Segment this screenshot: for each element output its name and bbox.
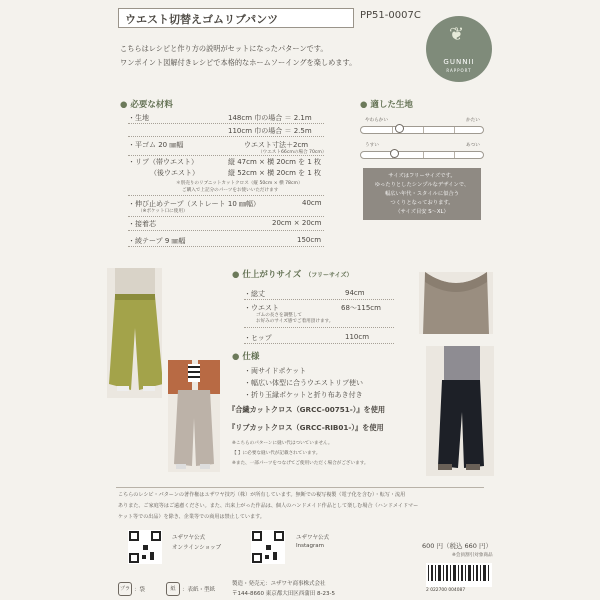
- copyright-notice: [118, 490, 486, 523]
- hip-value: 110cm: [345, 333, 370, 341]
- divider: [128, 230, 324, 231]
- bullet-icon: ●: [120, 100, 128, 110]
- interfacing-value: 20cm × 20cm: [272, 219, 322, 227]
- instagram-label: Instagram: [296, 543, 324, 549]
- rib-note: ＊別売りのリブニットカットクロス（縦 50cm × 横 78cm）: [176, 181, 303, 186]
- online-shop-qr-code[interactable]: [128, 530, 162, 564]
- elastic-note: （ウエスト66cmの場合 70cm）: [258, 150, 327, 155]
- maker-address: 〒144-8660 東京都大田区西蒲田 8-23-5: [232, 591, 335, 597]
- waist-closeup-figure: [419, 272, 493, 334]
- waist-label: ・ウエスト: [244, 304, 279, 312]
- size-note-line: （サイズ目安 S～XL）: [395, 209, 449, 215]
- softness-scale: [360, 126, 484, 134]
- price-note: ※会員割引対象商品: [452, 553, 493, 558]
- photo-olive-pants: [107, 268, 162, 398]
- spec-item: ・折り玉縁ポケットと折り布あき付き: [244, 391, 363, 399]
- rib-note: ご購入で上記分のパーツをお使いいただけます: [182, 188, 279, 193]
- spec-item: ・幅広い体型に合うウエストリブ使い: [244, 379, 363, 387]
- product-code: PP51-0007C: [360, 10, 421, 21]
- instagram-qr-code[interactable]: [251, 530, 285, 564]
- tape-note: （※ポケット口に使用）: [138, 209, 188, 214]
- copyright-line: ケット等での出品）を除き、企業等での商用は禁止しています。: [118, 514, 265, 520]
- divider: [128, 123, 324, 124]
- cloth-reference-rib: 『リブカットクロス（GRCC-RIB01-）』を使用: [228, 423, 384, 432]
- cloth-reference-poly: 『合繊カットクロス（GRCC-00751-）』を使用: [228, 405, 386, 414]
- spec-item: ・両サイドポケット: [244, 367, 307, 375]
- size-note-line: つくりとなっております。: [390, 200, 454, 206]
- rib-label: ・リブ（帯ウエスト）: [128, 158, 198, 166]
- brand-logo: [426, 16, 492, 82]
- barcode-number: 2 022700 004087: [426, 588, 466, 593]
- price-value: 600 円（税込 660 円）: [422, 542, 493, 550]
- bag-label: ：袋: [134, 587, 146, 593]
- divider: [116, 487, 484, 488]
- tape-value: 40cm: [302, 199, 322, 207]
- divider: [128, 246, 324, 247]
- divider: [128, 155, 324, 156]
- materials-heading: ● 必要な材料: [120, 100, 173, 110]
- seam-note: ※こちらのパターンに縫い代はついていません。: [232, 441, 333, 446]
- plant-vase-icon: ❦: [449, 24, 465, 45]
- divider: [128, 216, 324, 217]
- length-value: 94cm: [345, 289, 365, 297]
- divider: [244, 343, 394, 344]
- waist-value: 68～115cm: [341, 304, 381, 312]
- barcode: [426, 563, 492, 587]
- photo-black-pants: [426, 346, 494, 476]
- photo-waist-closeup: [419, 272, 493, 334]
- bullet-icon: ●: [232, 352, 240, 362]
- online-shop-label: ユザワヤ公式: [172, 535, 206, 541]
- divider: [128, 136, 324, 137]
- tape-label: ・伸び止めテープ（ストレート 10 ㎜幅）: [128, 200, 261, 208]
- copyright-line: ありまた、ご家庭等はご遠慮ください。また、出来上がった作品は、個人のハンドメイド作品として楽しむ場合（ハンドメイドマー: [118, 503, 419, 509]
- intro-line: こちらはレシピと作り方の説明がセットになったパターンです。: [120, 44, 328, 53]
- thick-label: あつい: [466, 143, 480, 148]
- size-note-line: 幅広い年代・スタイルに似合う: [384, 191, 460, 197]
- finished-size-note: （フリーサイズ）: [305, 272, 353, 279]
- thin-label: うすい: [365, 143, 379, 148]
- bullet-icon: ●: [360, 100, 368, 110]
- thickness-scale: [360, 151, 484, 159]
- beige-pants-figure: [168, 360, 220, 472]
- divider: [244, 299, 394, 300]
- seam-note: 【 】に必要な縫い代が記載されています。: [232, 451, 321, 456]
- page-title: ウエスト切替えゴムリブパンツ: [118, 8, 354, 28]
- elastic-value: ウエスト寸法＋2cm: [244, 141, 309, 149]
- seam-note: ※また、一部パーツをつなげてご使用いただく場合がございます。: [232, 461, 369, 466]
- interfacing-label: ・接着芯: [128, 220, 156, 228]
- fabric-label: ・生地: [128, 114, 149, 122]
- thickness-marker: [390, 149, 399, 158]
- length-label: ・総丈: [244, 290, 265, 298]
- intro-line: ワンポイント図解付きレシピで本格的なホームソーイングを楽しめます。: [120, 58, 357, 67]
- intro-text: [120, 42, 420, 70]
- copyright-line: こちらのレシピ・パターンの著作権はユザワヤ技巧（株）が所有しています。無断での複写複製（電子化を含む）・転写・流用: [118, 492, 406, 498]
- tape-twill-label: ・綾テープ 9 ㎜幅: [128, 237, 186, 245]
- bullet-icon: ●: [232, 270, 240, 280]
- logo-brand-text: GUNNII: [443, 58, 475, 66]
- online-shop-label: オンラインショップ: [172, 545, 222, 551]
- finished-size-heading: ● 仕上がりサイズ （フリーサイズ）: [232, 270, 353, 280]
- spec-heading: ● 仕様: [232, 352, 260, 362]
- rib-value: 縦 47cm × 横 20cm を 1 枚: [228, 158, 322, 166]
- hard-label: かたい: [466, 118, 480, 123]
- photo-beige-pants: [168, 360, 220, 472]
- waist-note: お好みのサイズ感でご着用頂けます。: [256, 319, 334, 324]
- elastic-label: ・平ゴム 20 ㎜幅: [128, 141, 184, 149]
- soft-label: やわらかい: [365, 118, 388, 123]
- size-note-line: ゆったりとしたシンプルなデザインで、: [374, 182, 470, 188]
- softness-marker: [395, 124, 404, 133]
- divider: [244, 327, 394, 328]
- fabric-guide-heading: ● 適した生地: [360, 100, 413, 110]
- size-note-line: サイズはフリーサイズです。: [388, 173, 456, 179]
- paper-label: ：表紙・型紙: [182, 587, 216, 593]
- instagram-label: ユザワヤ公式: [296, 535, 330, 541]
- maker-label: 製造・発売元：ユザワヤ商事株式会社: [232, 581, 326, 587]
- hip-label: ・ヒップ: [244, 334, 272, 342]
- rib-back-label: （後ウエスト）: [150, 169, 199, 177]
- waist-note: ゴムの長さを調整して: [256, 313, 302, 318]
- rib-back-value: 縦 52cm × 横 20cm を 1 枚: [228, 169, 322, 177]
- divider: [128, 195, 324, 196]
- fabric-amount-110: 110cm 巾の場合 ＝ 2.5m: [228, 127, 312, 135]
- black-pants-figure: [426, 346, 494, 476]
- size-note-box: [363, 168, 481, 220]
- fabric-amount-148: 148cm 巾の場合 ＝ 2.1m: [228, 114, 312, 122]
- logo-sub-text: RAPPORT: [446, 68, 472, 73]
- plastic-recycle-icon: プラ: [118, 582, 132, 596]
- paper-recycle-icon: 紙: [166, 582, 180, 596]
- olive-pants-figure: [107, 268, 162, 398]
- tape-twill-value: 150cm: [297, 236, 322, 244]
